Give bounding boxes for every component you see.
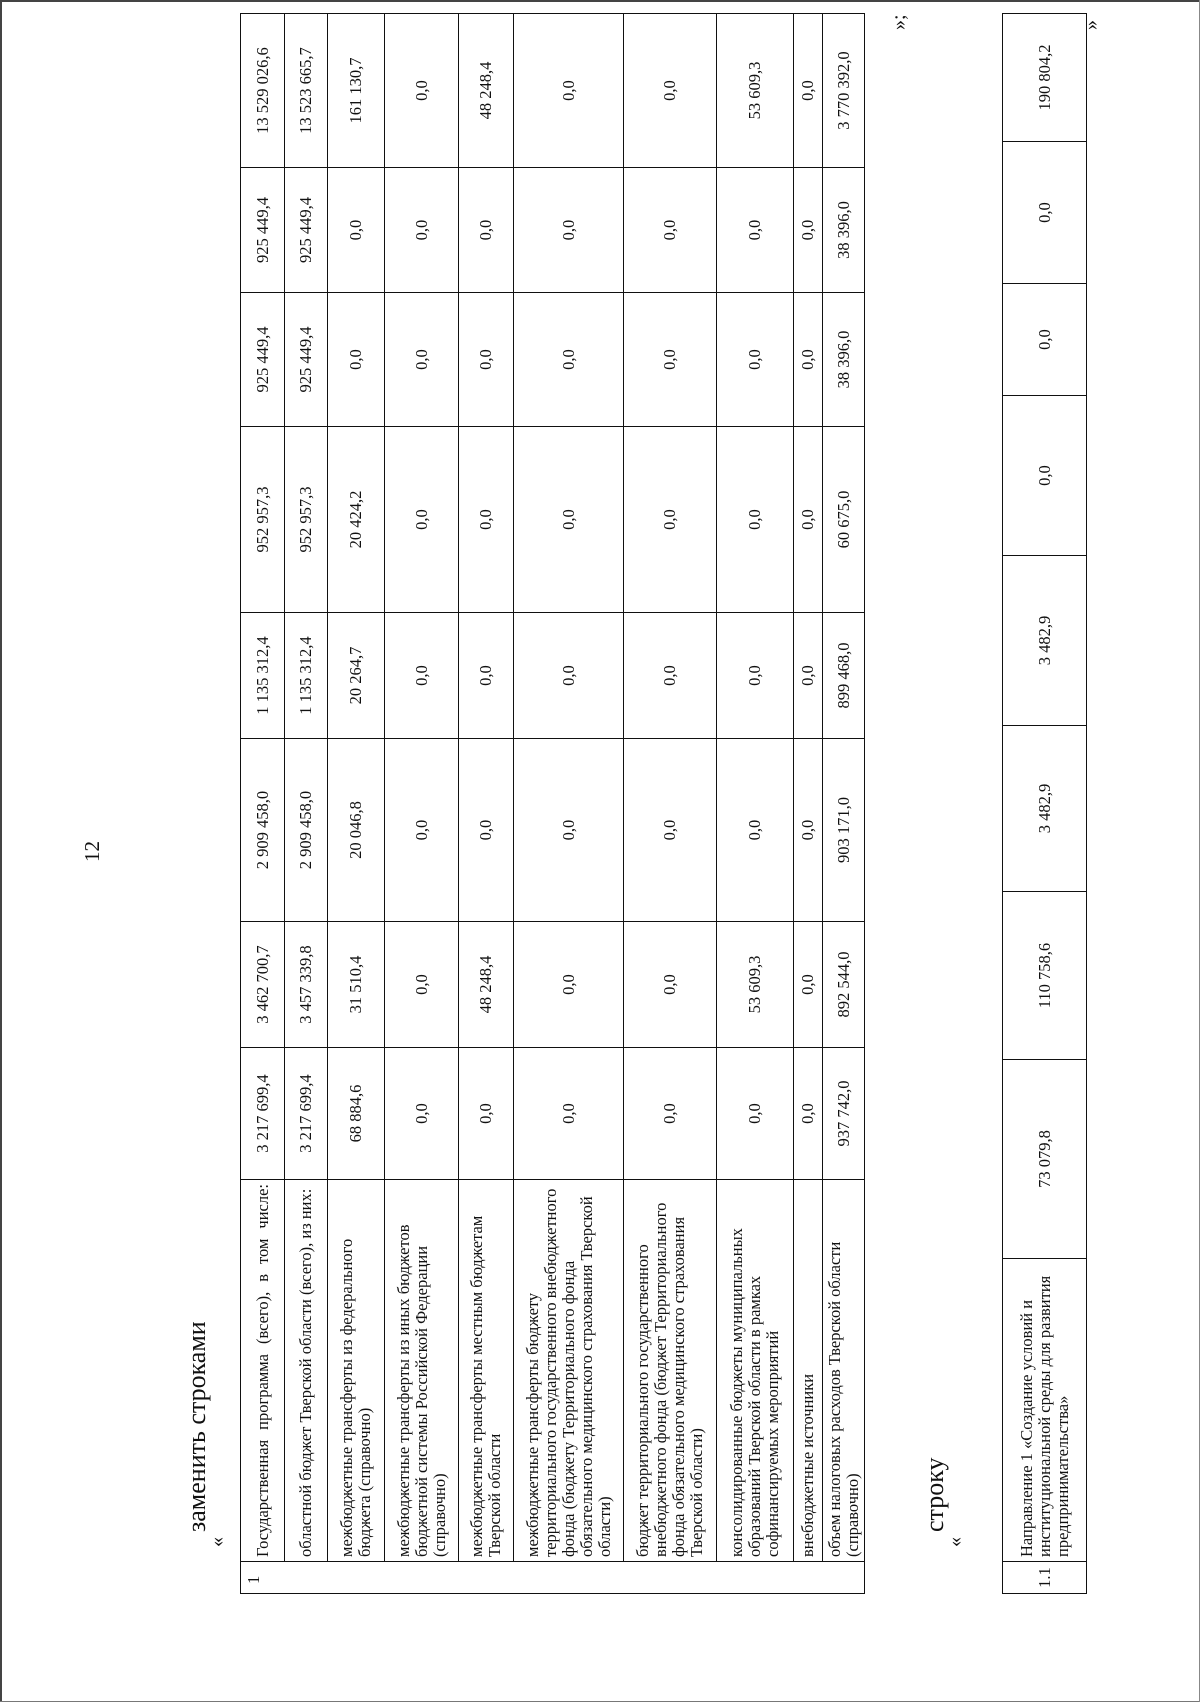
cell: 0,0: [328, 293, 385, 427]
cell: 0,0: [459, 1048, 514, 1180]
cell: 0,0: [459, 427, 514, 613]
row-label: межбюджетные трансферты из иных бюджетов бюджетной системы Российской Федерации (справочно): [385, 1180, 459, 1562]
cell: 0,0: [794, 1048, 823, 1180]
cell: 161 130,7: [328, 14, 385, 168]
cell: 2 909 458,0: [285, 739, 328, 922]
cell: 38 396,0: [823, 168, 865, 293]
cell: 0,0: [717, 168, 794, 293]
table-row: [823, 14, 865, 1594]
cell: 0,0: [385, 1048, 459, 1180]
cell: 0,0: [1003, 284, 1087, 396]
cell: 0,0: [717, 293, 794, 427]
cell: 3 462 700,7: [241, 922, 285, 1048]
page-number: 12: [80, 841, 104, 862]
cell: 0,0: [794, 168, 823, 293]
cell: 899 468,0: [823, 613, 865, 739]
cell: 3 217 699,4: [241, 1048, 285, 1180]
cell: 0,0: [328, 168, 385, 293]
row-label: межбюджетные трансферты из федерального бюджета (справочно): [328, 1180, 385, 1562]
cell: 68 884,6: [328, 1048, 385, 1180]
cell: 3 217 699,4: [285, 1048, 328, 1180]
row-label: внебюджетные источники: [794, 1180, 823, 1562]
cell: 0,0: [459, 293, 514, 427]
cell: 0,0: [794, 922, 823, 1048]
table-row: [717, 14, 794, 1594]
cell: 0,0: [717, 427, 794, 613]
cell: 0,0: [459, 613, 514, 739]
cell: 0,0: [385, 427, 459, 613]
cell: 0,0: [514, 613, 624, 739]
cell: 0,0: [1003, 396, 1087, 556]
open-quote-2: «: [944, 1537, 966, 1547]
cell: 937 742,0: [823, 1048, 865, 1180]
row-label: областной бюджет Тверской области (всего), из них:: [285, 1180, 328, 1562]
cell: 0,0: [624, 427, 717, 613]
table-row: [241, 14, 285, 1594]
cell: 13 529 026,6: [241, 14, 285, 168]
cell: 0,0: [794, 293, 823, 427]
cell: 0,0: [514, 1048, 624, 1180]
cell: 0,0: [514, 739, 624, 922]
cell: 38 396,0: [823, 293, 865, 427]
cell: 0,0: [624, 14, 717, 168]
cell: 0,0: [385, 14, 459, 168]
cell: 0,0: [624, 1048, 717, 1180]
row-label: консолидированные бюджеты муниципальных образований Тверской области в рамках софинансируемых мероприятий: [717, 1180, 794, 1562]
cell: 0,0: [385, 613, 459, 739]
cell: 0,0: [459, 739, 514, 922]
cell: 73 079,8: [1003, 1060, 1087, 1259]
cell: 0,0: [794, 427, 823, 613]
table-row: [285, 14, 328, 1594]
cell: 925 449,4: [285, 168, 328, 293]
cell: 1 135 312,4: [241, 613, 285, 739]
cell: 31 510,4: [328, 922, 385, 1048]
cell: 892 544,0: [823, 922, 865, 1048]
row-index-label: 1: [244, 1575, 263, 1584]
row-label: межбюджетные трансферты местным бюджетам Тверской области: [459, 1180, 514, 1562]
heading-row: строку: [920, 1457, 949, 1532]
table-row: [794, 14, 823, 1594]
cell: 2 909 458,0: [241, 739, 285, 922]
cell: 952 957,3: [285, 427, 328, 613]
cell: 1 135 312,4: [285, 613, 328, 739]
cell: 0,0: [717, 613, 794, 739]
cell: 0,0: [514, 427, 624, 613]
cell: 3 482,9: [1003, 556, 1087, 726]
cell: 20 264,7: [328, 613, 385, 739]
cell: 0,0: [624, 739, 717, 922]
cell: 925 449,4: [285, 293, 328, 427]
cell: 0,0: [794, 14, 823, 168]
cell: 53 609,3: [717, 14, 794, 168]
row-label: бюджет территориального государственного внебюджетного фонда (бюджет Территориального фонда обязательного медицинского страхования Тверской области): [624, 1180, 717, 1562]
cell: 0,0: [624, 922, 717, 1048]
cell: 0,0: [514, 168, 624, 293]
funding-table: [240, 13, 865, 1594]
cell: 13 523 665,7: [285, 14, 328, 168]
cell: 20 046,8: [328, 739, 385, 922]
cell: 53 609,3: [717, 922, 794, 1048]
row-label: объем налоговых расходов Тверской области (справочно): [823, 1180, 865, 1562]
cell: 0,0: [385, 293, 459, 427]
cell: 60 675,0: [823, 427, 865, 613]
cell: 0,0: [624, 613, 717, 739]
cell: 3 457 339,8: [285, 922, 328, 1048]
table-row: [1003, 14, 1087, 1594]
row-index: [241, 1562, 865, 1594]
table-row: [514, 14, 624, 1594]
row-label: Направление 1 «Создание условий и институциональной среды для развития предпринимательства»: [1003, 1259, 1087, 1562]
cell: 0,0: [624, 168, 717, 293]
cell: 925 449,4: [241, 293, 285, 427]
cell: 903 171,0: [823, 739, 865, 922]
heading-replace: заменить строками: [182, 1321, 211, 1532]
cell: 0,0: [1003, 142, 1087, 284]
cell: 952 957,3: [241, 427, 285, 613]
cell: 0,0: [717, 739, 794, 922]
open-quote-1: «: [206, 1537, 228, 1547]
cell: 0,0: [794, 739, 823, 922]
row-label: межбюджетные трансферты бюджету территориального государственного внебюджетного фонда (бюджету Территориального фонда обязательного медицинского страхования Тверской области): [514, 1180, 624, 1562]
cell: 0,0: [514, 922, 624, 1048]
cell: 0,0: [717, 1048, 794, 1180]
cell: 0,0: [385, 739, 459, 922]
cell: 0,0: [459, 168, 514, 293]
cell: 48 248,4: [459, 922, 514, 1048]
cell: 190 804,2: [1003, 14, 1087, 142]
table-row: [385, 14, 459, 1594]
cell: 3 482,9: [1003, 726, 1087, 892]
table-row: [328, 14, 385, 1594]
table-row: [459, 14, 514, 1594]
cell: 0,0: [385, 168, 459, 293]
direction-table: [1002, 13, 1087, 1594]
cell: 0,0: [385, 922, 459, 1048]
cell: 0,0: [624, 293, 717, 427]
table-row: [624, 14, 717, 1594]
cell: 48 248,4: [459, 14, 514, 168]
cell: 3 770 392,0: [823, 14, 865, 168]
row-label: Государственная программа (всего), в том числе:: [241, 1180, 285, 1562]
cell: 110 758,6: [1003, 892, 1087, 1060]
cell: 0,0: [514, 14, 624, 168]
cell: 20 424,2: [328, 427, 385, 613]
close-quote-1: »;: [888, 14, 910, 30]
close-quote-2: »: [1080, 20, 1102, 30]
row-index: 1.1: [1003, 1562, 1087, 1594]
cell: 0,0: [794, 613, 823, 739]
cell: 0,0: [514, 293, 624, 427]
cell: 925 449,4: [241, 168, 285, 293]
